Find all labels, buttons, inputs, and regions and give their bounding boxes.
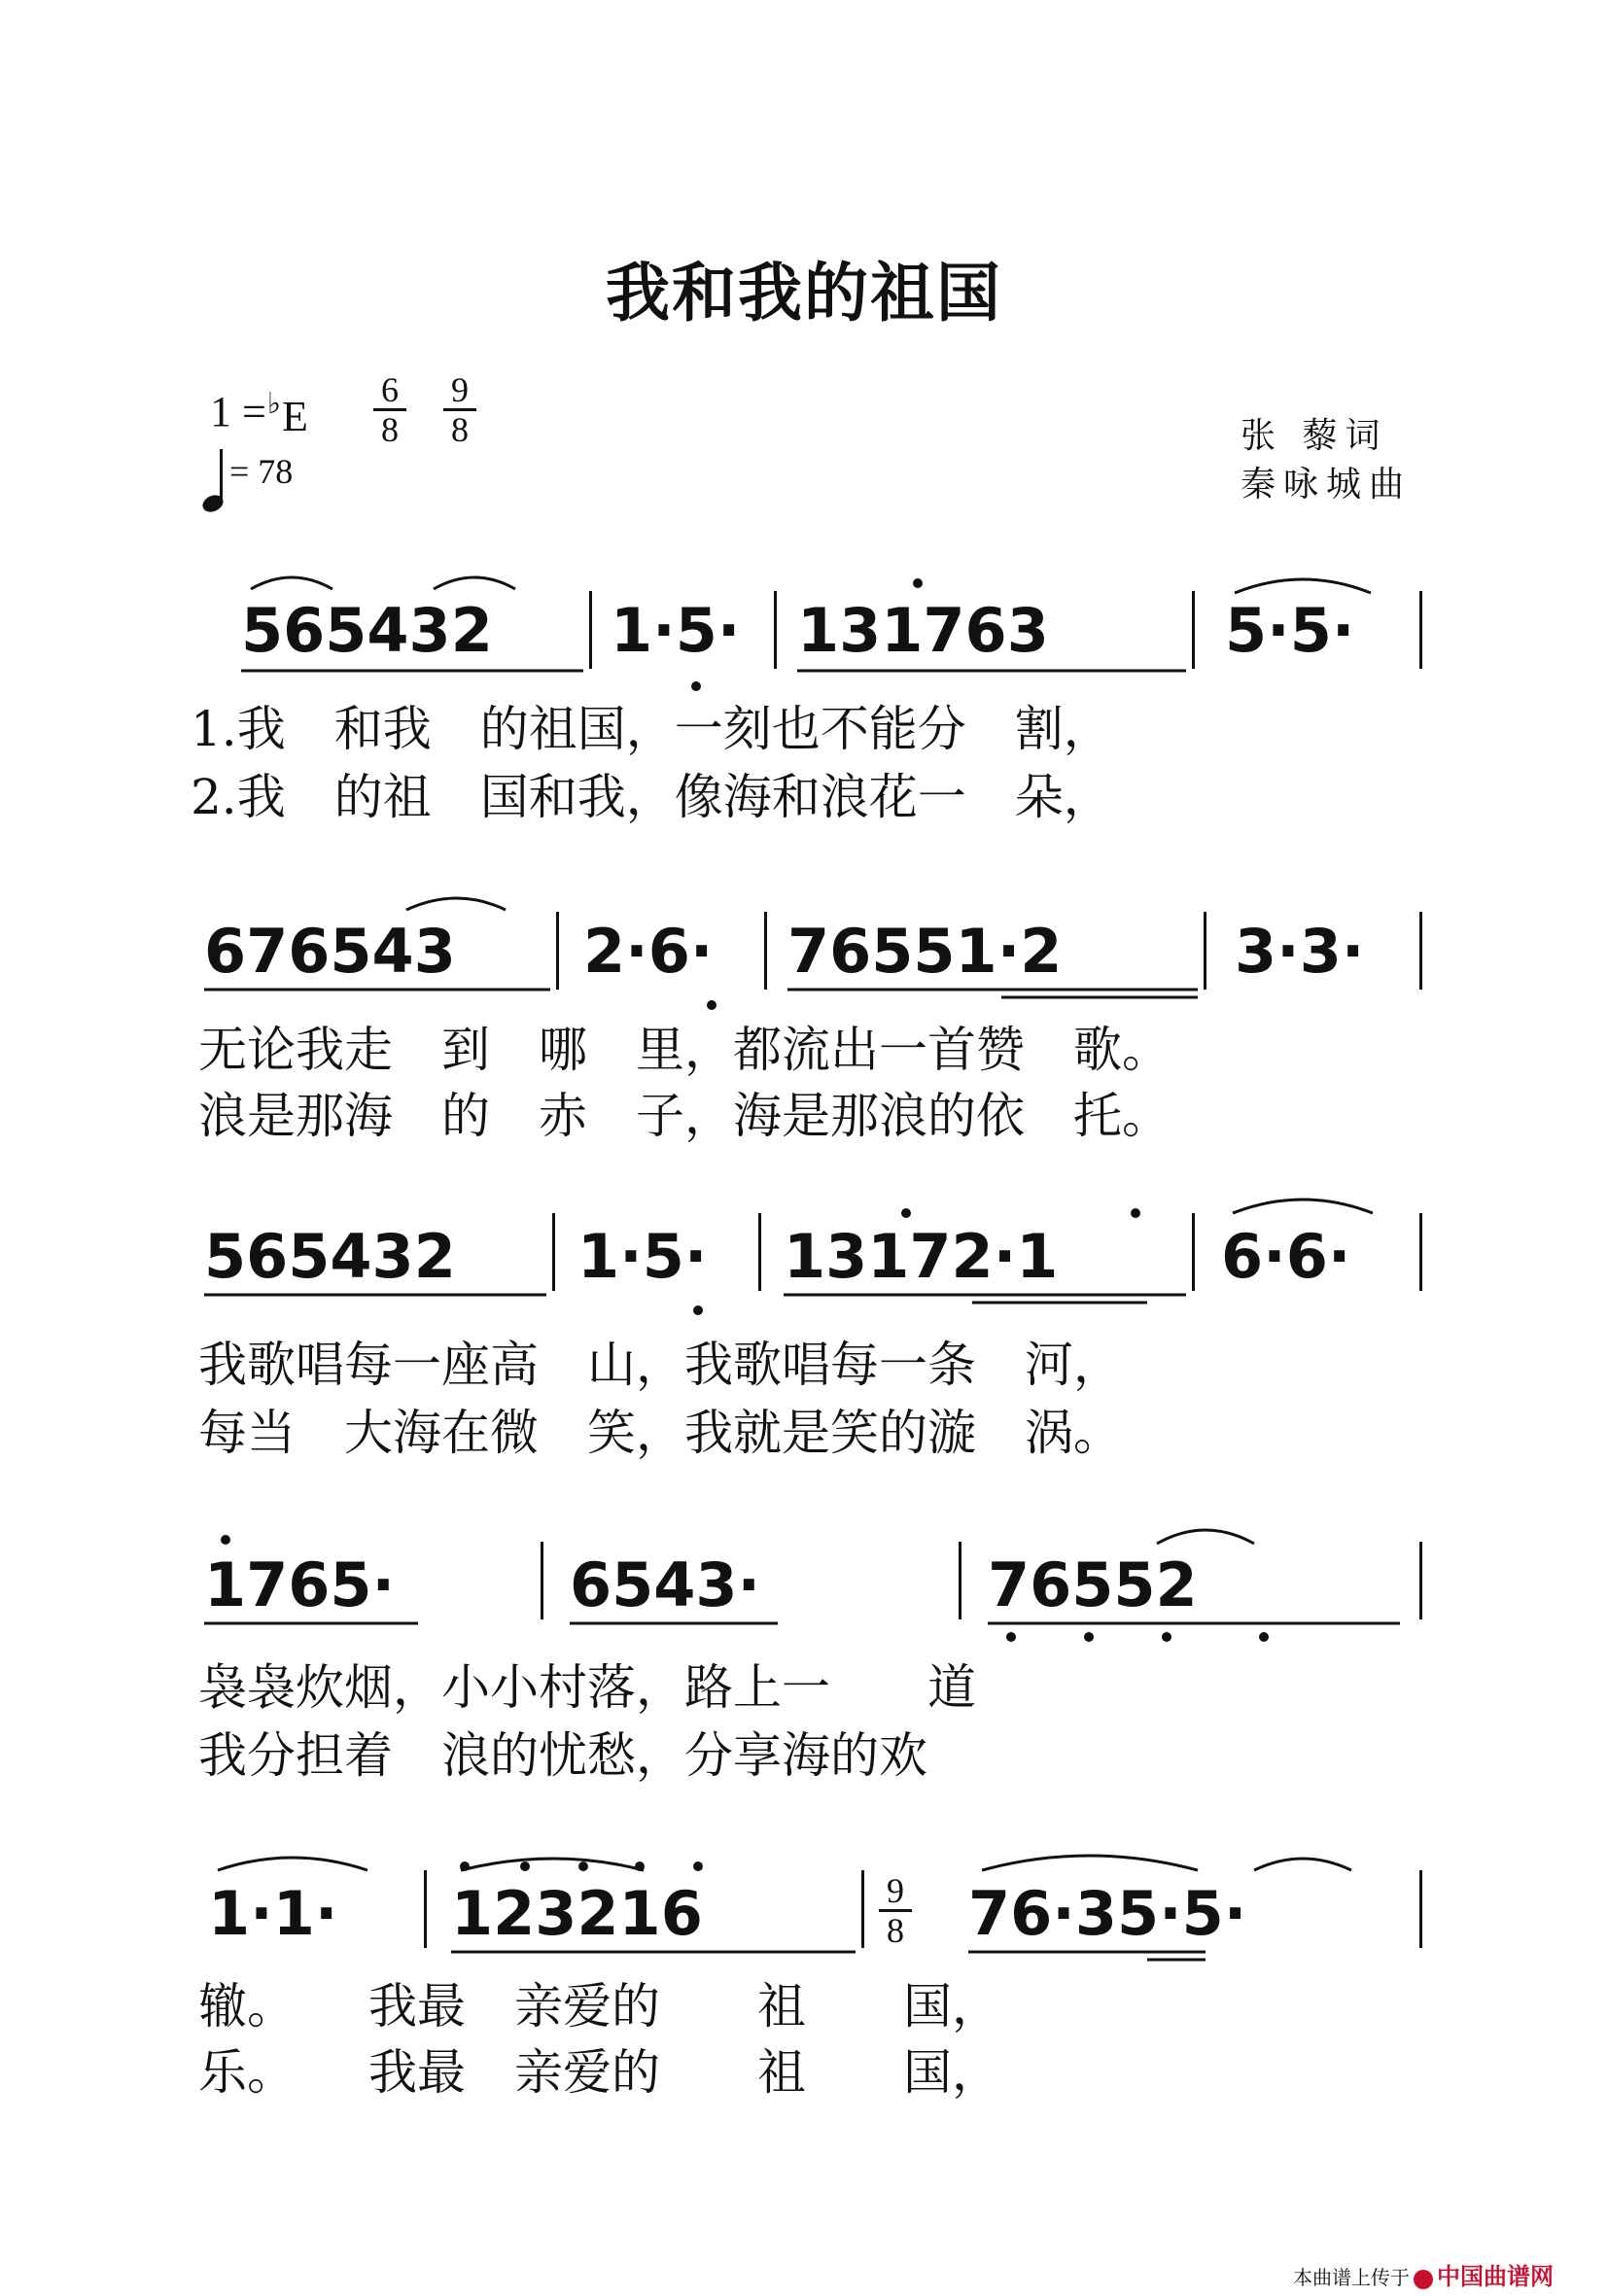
octave-dot bbox=[1084, 1632, 1094, 1642]
measure-3-3: 13172·1 bbox=[784, 1221, 1059, 1292]
key-prefix: 1 = bbox=[210, 388, 266, 435]
time-sig-top: 6 bbox=[381, 370, 399, 409]
octave-dot bbox=[1006, 1632, 1016, 1642]
octave-dot bbox=[460, 1861, 470, 1871]
footer-credit bbox=[1293, 2257, 1554, 2291]
lyric-verse-2: 2.我 的祖 国和我，像海和浪花一 朵， bbox=[191, 769, 1112, 825]
octave-dot bbox=[913, 578, 923, 588]
measure-1-3: 131763 bbox=[797, 595, 1049, 666]
lyric-verse-1: 1.我 和我 的祖国，一刻也不能分 割， bbox=[191, 701, 1112, 757]
measure-2-4: 3·3· bbox=[1235, 916, 1365, 987]
slur bbox=[1235, 579, 1371, 593]
measure-1-2: 1·5· bbox=[611, 595, 741, 666]
footer-site-link[interactable]: 中国曲谱网 bbox=[1437, 2263, 1554, 2290]
octave-dot bbox=[635, 1861, 645, 1871]
octave-dot bbox=[901, 1208, 911, 1218]
time-sig-bottom: 8 bbox=[373, 408, 406, 448]
octave-dot bbox=[1259, 1632, 1269, 1642]
octave-dot bbox=[693, 1305, 703, 1315]
time-sig-top: 9 bbox=[451, 370, 469, 409]
octave-dot bbox=[1131, 1208, 1140, 1218]
lyric-verse-2: 浪是那海 的 赤 子，海是那浪的依 托。 bbox=[198, 1088, 1171, 1144]
tempo-marking: = 78 bbox=[229, 452, 294, 491]
slur bbox=[218, 1858, 367, 1870]
measure-1-1: 565432 bbox=[241, 595, 493, 666]
slur bbox=[1233, 1200, 1373, 1213]
measure-2-2: 2·6· bbox=[583, 916, 714, 987]
measure-5-3: 76·35·5· bbox=[968, 1878, 1247, 1949]
measure-2-1: 676543 bbox=[204, 916, 456, 987]
lyric-verse-2: 我分担着 浪的忧愁，分享海的欢 bbox=[198, 1727, 927, 1784]
footer-text: 本曲谱上传于 bbox=[1293, 2266, 1410, 2289]
octave-dot bbox=[707, 1000, 717, 1010]
slur bbox=[1157, 1530, 1254, 1544]
measure-4-3: 76552 bbox=[988, 1549, 1198, 1620]
time-sig-top: 9 bbox=[887, 1871, 904, 1910]
key-tonic: E bbox=[281, 393, 308, 440]
measure-5-2: 123216 bbox=[451, 1878, 703, 1949]
flat-sign: ♭ bbox=[266, 388, 281, 420]
octave-dot bbox=[1162, 1632, 1171, 1642]
measure-3-4: 6·6· bbox=[1221, 1221, 1351, 1292]
octave-dot bbox=[691, 681, 701, 691]
slur bbox=[1254, 1859, 1351, 1870]
octave-dot bbox=[693, 1861, 703, 1871]
time-sig-bottom: 8 bbox=[879, 1909, 912, 1949]
composer-credit: 秦咏城曲 bbox=[1241, 465, 1413, 504]
site-logo-icon bbox=[1414, 2270, 1433, 2289]
measure-3-1: 565432 bbox=[204, 1221, 456, 1292]
slur bbox=[982, 1856, 1198, 1870]
lyric-verse-2: 每当 大海在微 笑，我就是笑的漩 涡。 bbox=[198, 1405, 1122, 1461]
measure-2-3: 76551·2 bbox=[787, 916, 1063, 987]
lyric-verse-1: 辙。 我最 亲爱的 祖 国， bbox=[198, 1978, 1000, 2035]
time-sig-bottom: 8 bbox=[443, 408, 476, 448]
lyric-verse-1: 无论我走 到 哪 里，都流出一首赞 歌。 bbox=[198, 1022, 1171, 1078]
measure-3-2: 1·5· bbox=[577, 1221, 708, 1292]
lyric-verse-2: 乐。 我最 亲爱的 祖 国， bbox=[198, 2044, 1000, 2101]
lyric-verse-1: 我歌唱每一座高 山，我歌唱每一条 河， bbox=[198, 1337, 1122, 1393]
measure-1-4: 5·5· bbox=[1225, 595, 1355, 666]
slur bbox=[406, 898, 506, 910]
song-title: 我和我的祖国 bbox=[606, 256, 1002, 330]
measure-5-1: 1·1· bbox=[208, 1878, 338, 1949]
slur bbox=[434, 577, 515, 589]
octave-dot bbox=[520, 1861, 530, 1871]
slur bbox=[251, 577, 332, 589]
octave-dot bbox=[221, 1535, 230, 1545]
measure-4-1: 1765· bbox=[204, 1549, 396, 1620]
lyricist-credit: 张 藜词 bbox=[1241, 416, 1388, 456]
octave-dot bbox=[578, 1861, 588, 1871]
lyric-verse-1: 袅袅炊烟，小小村落，路上一 道 bbox=[198, 1659, 976, 1716]
measure-4-2: 6543· bbox=[570, 1549, 761, 1620]
slur bbox=[461, 1859, 644, 1870]
